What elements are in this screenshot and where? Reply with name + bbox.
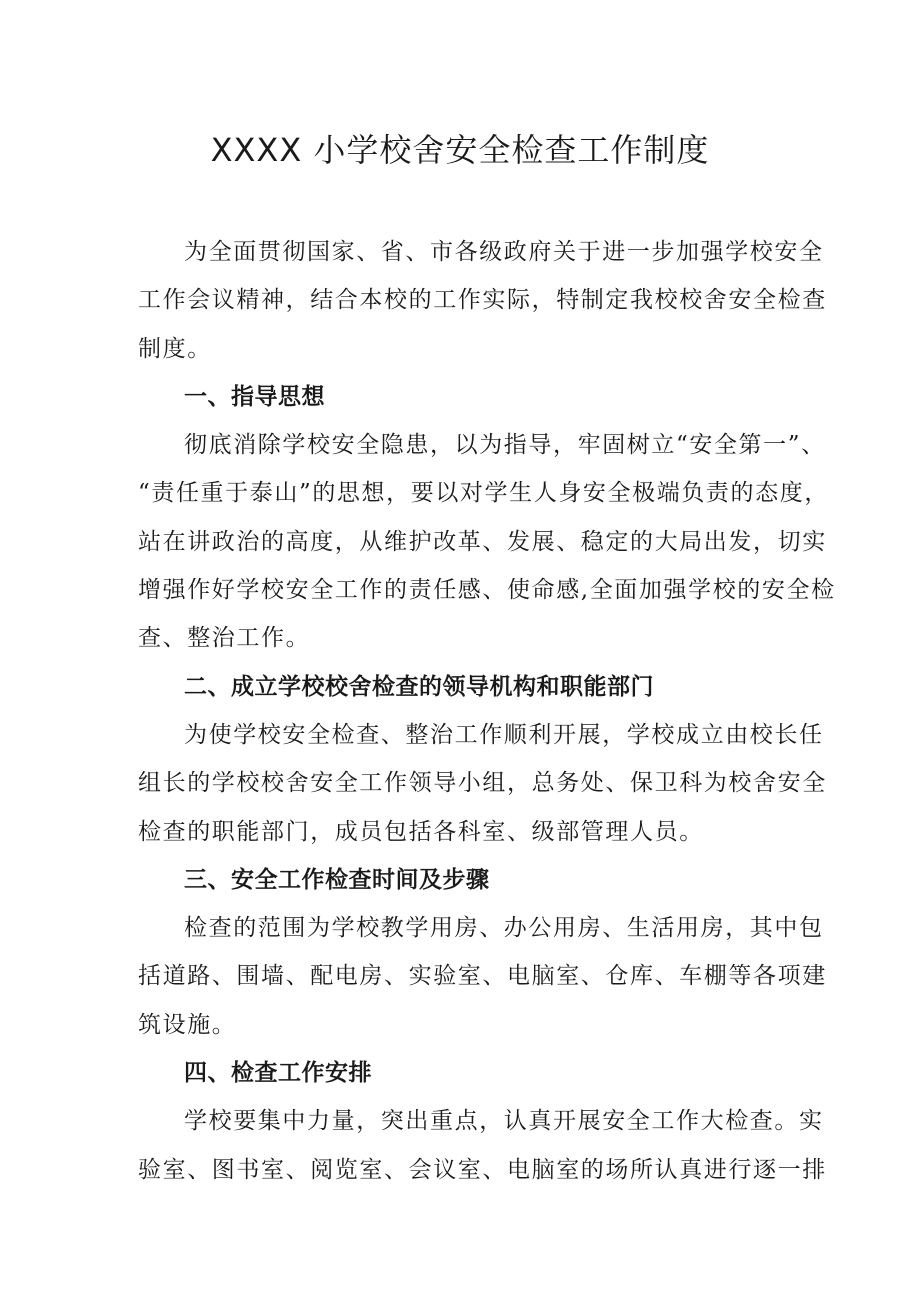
paragraph-line: 制度。 [138,335,212,362]
paragraph-line: 括道路、围墙、配电房、实验室、电脑室、仓库、车棚等各项建 [138,963,827,990]
paragraph-line: 为使学校安全检查、整治工作顺利开展，学校成立由校长任 [184,721,824,748]
section-heading-3: 三、安全工作检查时间及步骤 [184,866,490,893]
section-paragraph-1 [138,421,836,662]
section-paragraph-2 [138,711,827,856]
paragraph-line: 组长的学校校舍安全工作领导小组，总务处、保卫科为校舍安全 [138,770,827,797]
document-title: XXXX 小学校舍安全检查工作制度 [210,131,710,169]
paragraph-line: 彻底消除学校安全隐患，以为指导，牢固树立“安全第一”、 [184,432,826,459]
paragraph-line: 站在讲政治的高度，从维护改革、发展、稳定的大局出发，切实 [138,528,827,555]
paragraph-line: 检查的范围为学校教学用房、办公用房、生活用房，其中包 [184,915,824,942]
paragraph-line: 验室、图书室、阅览室、会议室、电脑室的场所认真进行逐一排 [138,1156,827,1183]
paragraph-line: 查、整治工作。 [138,625,311,652]
paragraph-line: 筑设施。 [138,1011,237,1038]
paragraph-line: 学校要集中力量，突出重点，认真开展安全工作大检查。实 [184,1108,824,1135]
paragraph-line: “责任重于泰山”的思想，要以对学生人身安全极端负责的态度， [138,480,829,507]
document-body [138,228,836,1194]
intro-paragraph [138,228,827,373]
section-heading-2: 二、成立学校校舍检查的领导机构和职能部门 [184,673,654,700]
section-heading-4: 四、检查工作安排 [184,1060,372,1087]
paragraph-line: 为全面贯彻国家、省、市各级政府关于进一步加强学校安全 [184,239,824,265]
section-paragraph-4 [138,1097,827,1194]
paragraph-line: 工作会议精神，结合本校的工作实际，特制定我校校舍安全检查 [138,287,827,314]
section-paragraph-3 [138,904,827,1049]
section-heading-1: 一、指导思想 [184,383,325,410]
paragraph-line: 检查的职能部门，成员包括各科室、级部管理人员。 [138,818,704,845]
paragraph-line: 增强作好学校安全工作的责任感、使命感,全面加强学校的安全检 [138,577,836,604]
